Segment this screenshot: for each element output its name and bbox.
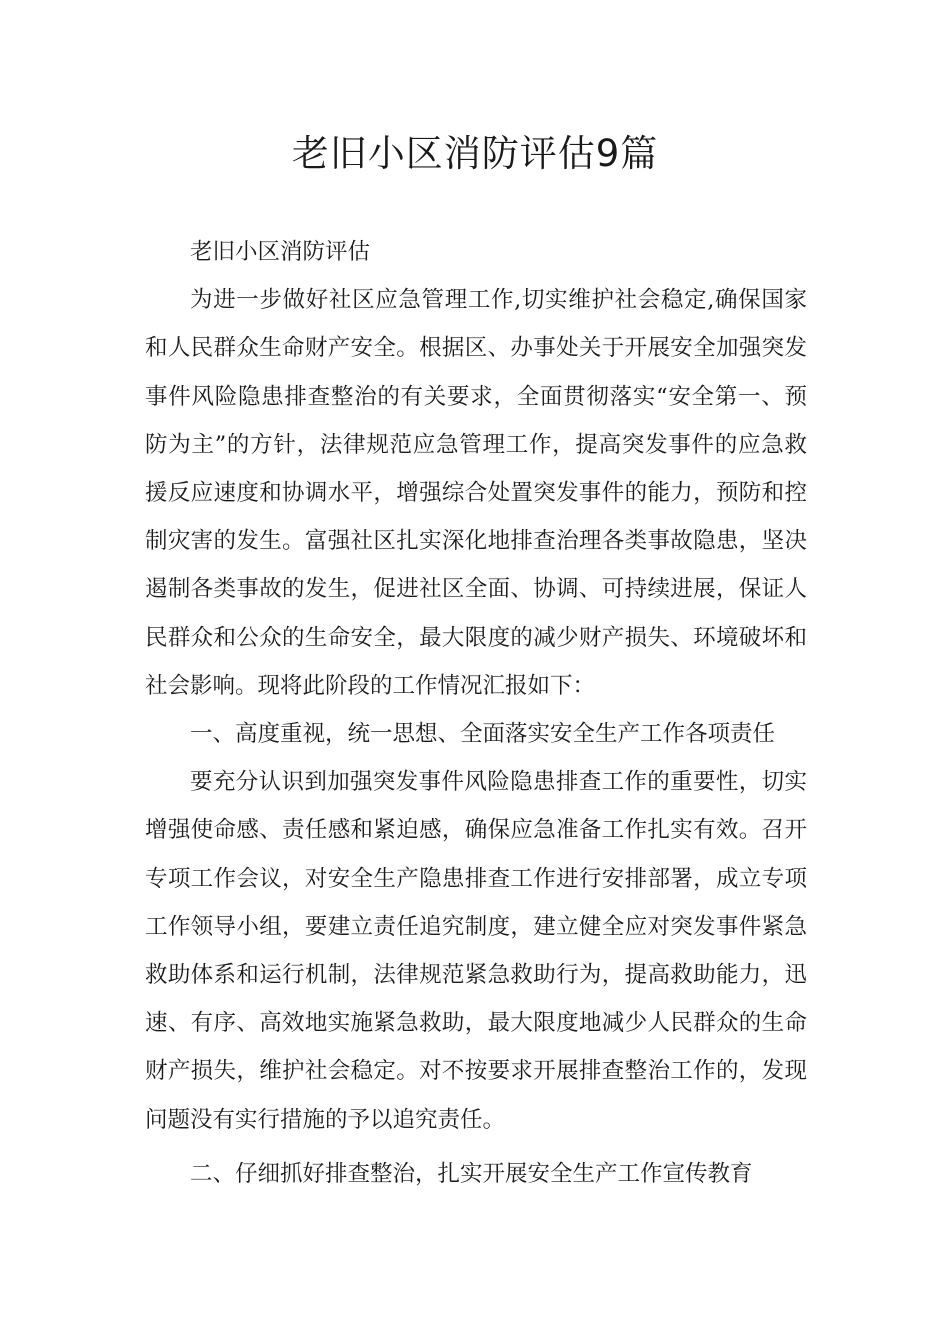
document-body bbox=[145, 228, 807, 1198]
section-subtitle: 老旧小区消防评估 bbox=[190, 239, 371, 265]
document-title: 老旧小区消防评估9篇 bbox=[291, 132, 659, 175]
section-heading-2: 二、仔细抓好排查整治，扎实开展安全生产工作宣传教育 bbox=[190, 1160, 753, 1187]
section-heading-1: 一、高度重视，统一思想、全面落实安全生产工作各项责任 bbox=[190, 721, 776, 748]
section-1-paragraph: 要充分认识到加强突发事件风险隐患排查工作的重要性，切实增强使命感、责任感和紧迫感，确保应急准备工作扎实有效。召开专项工作会议，对安全生产隐患排查工作进行安排部署，成立专项工作领导小组，要建立责任追究制度，建立健全应对突发事件紧急救助体系和运行机制，法律规范紧急救助行为，提高救助能力，迅速、有序、高效地实施紧急救助，最大限度地减少人民群众的生命财产损失，维护社会稳定。对不按要求开展排查整治工作的，发现问题没有实行措施的予以追究责任。 bbox=[145, 769, 807, 1133]
intro-paragraph: 为进一步做好社区应急管理工作,切实维护社会稳定,确保国家和人民群众生命财产安全。根据区、办事处关于开展安全加强突发事件风险隐患排查整治的有关要求，全面贯彻落实“安全第一、预防为主”的方针，法律规范应急管理工作，提高突发事件的应急救援反应速度和协调水平，增强综合处置突发事件的能力，预防和控制灾害的发生。富强社区扎实深化地排查治理各类事故隐患，坚决遏制各类事故的发生，促进社区全面、协调、可持续进展，保证人民群众和公众的生命安全，最大限度的减少财产损失、环境破坏和社会影响。现将此阶段的工作情况汇报如下： bbox=[145, 287, 807, 699]
